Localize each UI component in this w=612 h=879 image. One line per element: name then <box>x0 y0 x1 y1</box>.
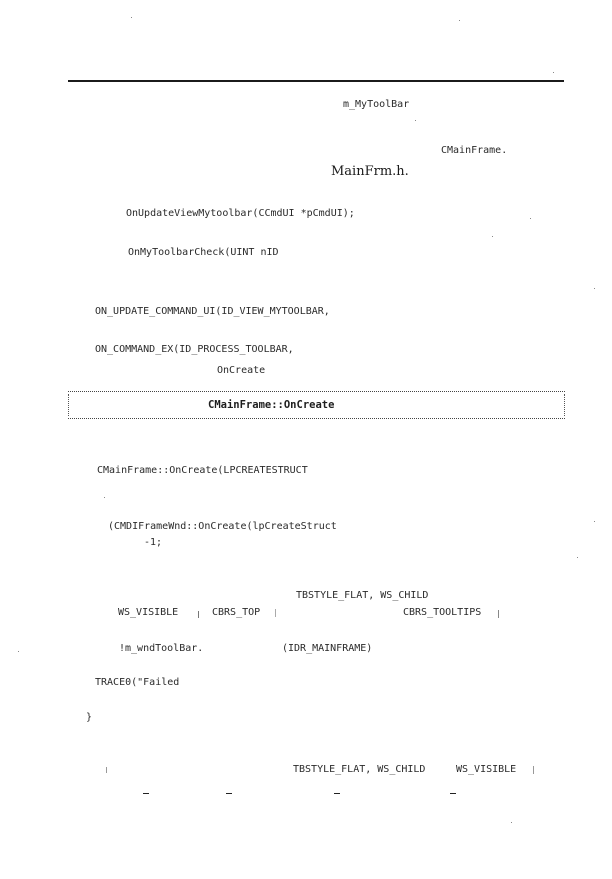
decl-on-update-view: OnUpdateViewMytoolbar(CCmdUI *pCmdUI); <box>126 208 355 219</box>
pipe-mark <box>106 767 107 773</box>
scan-speck <box>492 236 493 237</box>
code-ws-visible: WS_VISIBLE <box>118 607 179 618</box>
scan-speck <box>530 218 531 219</box>
scan-speck <box>553 72 554 73</box>
map-on-command-ex: ON_COMMAND_EX(ID_PROCESS_TOOLBAR, <box>95 344 294 355</box>
scan-speck <box>594 288 595 289</box>
scan-speck <box>577 557 578 558</box>
code-trace: TRACE0("Failed <box>95 677 180 688</box>
code-idr-mainframe: (IDR_MAINFRAME) <box>282 643 373 654</box>
section-title: CMainFrame::OnCreate <box>208 399 335 411</box>
scan-speck <box>131 17 132 18</box>
underscore-mark <box>450 793 456 794</box>
member-name: m_MyToolBar <box>343 99 410 110</box>
code-ws-visible-2: WS_VISIBLE <box>456 764 517 775</box>
code-func-signature: CMainFrame::OnCreate(LPCREATESTRUCT <box>97 465 308 476</box>
pipe-mark <box>498 610 499 618</box>
code-cbrs-tooltips: CBRS_TOOLTIPS <box>403 607 482 618</box>
file-name: MainFrm.h. <box>331 164 409 179</box>
decl-on-my-toolbar-check: OnMyToolbarCheck(UINT nID <box>128 247 279 258</box>
scan-speck <box>594 521 595 522</box>
pipe-mark <box>533 766 534 774</box>
pipe-mark <box>275 609 276 617</box>
underscore-mark <box>334 793 340 794</box>
code-return-value: -1; <box>144 537 163 548</box>
underscore-mark <box>143 793 149 794</box>
scan-speck <box>511 822 512 823</box>
code-style-flags-2: TBSTYLE_FLAT, WS_CHILD <box>293 764 426 775</box>
scan-speck <box>104 497 105 498</box>
code-style-flags: TBSTYLE_FLAT, WS_CHILD <box>296 590 429 601</box>
map-on-update-command-ui: ON_UPDATE_COMMAND_UI(ID_VIEW_MYTOOLBAR, <box>95 306 330 317</box>
oncreate-ref: OnCreate <box>217 365 266 376</box>
scan-speck <box>18 651 19 652</box>
underscore-mark <box>226 793 232 794</box>
code-base-call: (CMDIFrameWnd::OnCreate(lpCreateStruct <box>108 521 337 532</box>
code-cbrs-top: CBRS_TOP <box>212 607 261 618</box>
class-name: CMainFrame. <box>441 145 508 156</box>
scan-speck <box>459 20 460 21</box>
pipe-mark <box>198 611 199 618</box>
top-rule <box>68 80 564 82</box>
scan-speck <box>415 120 416 121</box>
code-wnd-toolbar: !m_wndToolBar. <box>119 643 204 654</box>
code-closing-brace: } <box>86 712 93 723</box>
